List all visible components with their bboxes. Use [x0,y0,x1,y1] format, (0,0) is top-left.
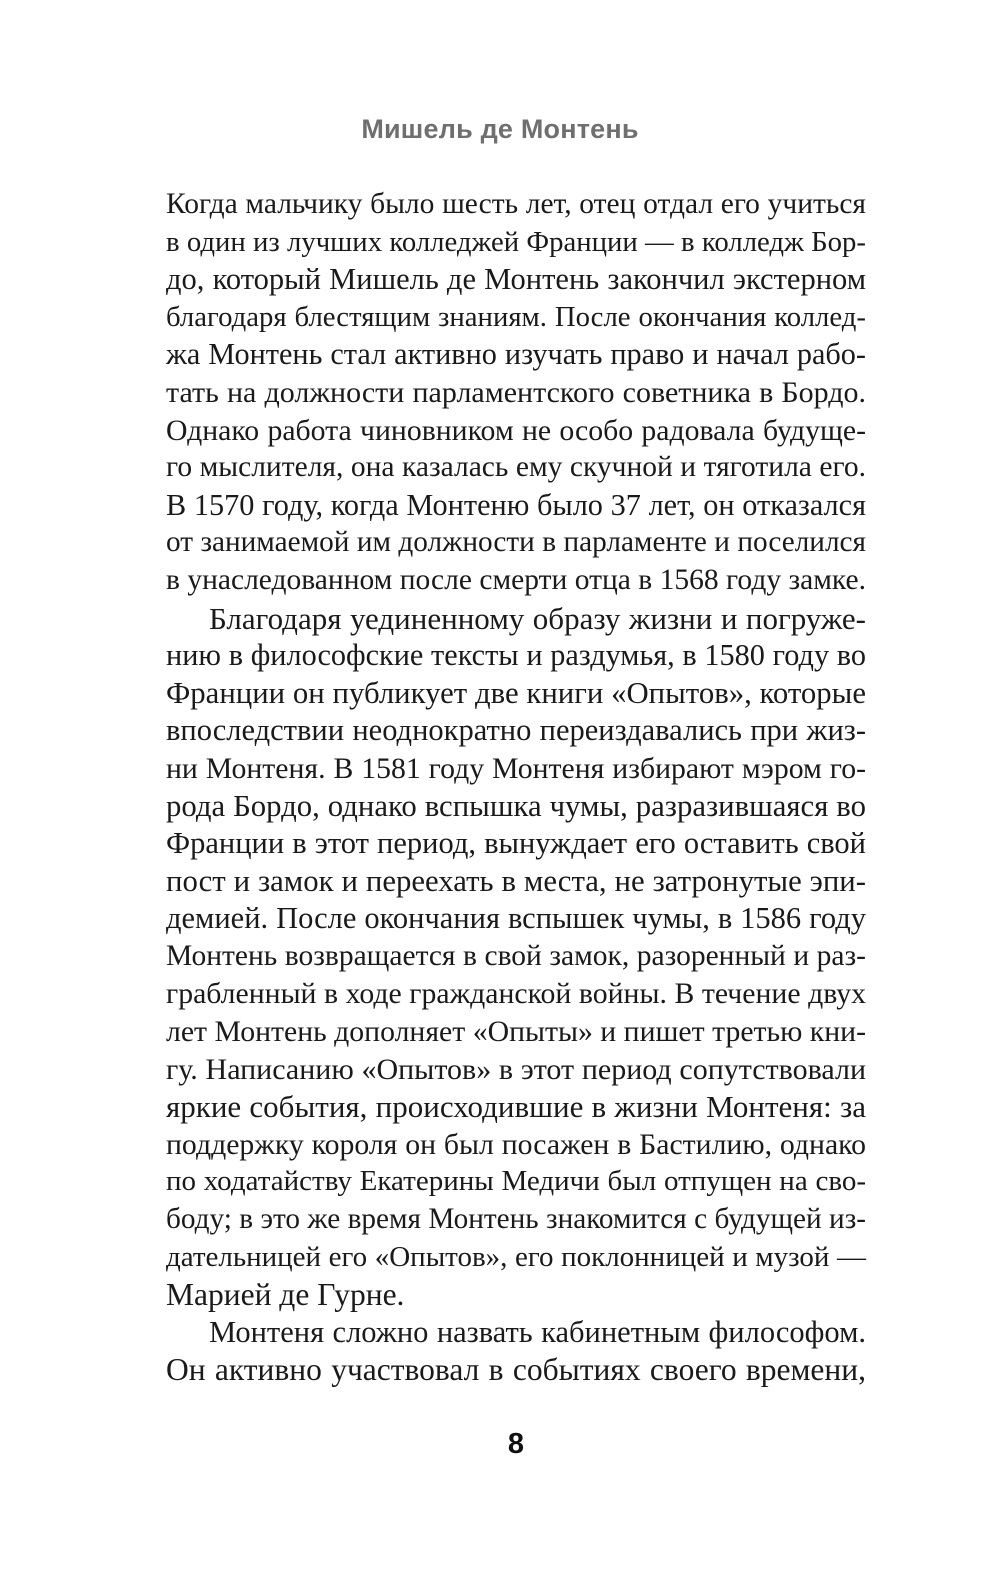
paragraph-1 [166,186,866,600]
text-line: Когда мальчику было шесть лет, отец отдал его учиться [166,188,866,220]
paragraph-3 [166,1314,866,1389]
text-line: боду; в это же время Монтень знакомится с будущей из- [166,1203,866,1236]
text-line: Марией де Гурне. [166,1277,405,1313]
text-line: поддержку короля он был посажен в Бастилию, однако [166,1127,866,1161]
text-line: В 1570 году, когда Монтеню было 37 лет, он отказался [166,487,866,522]
running-header: Мишель де Монтень [361,114,639,144]
text-line: Благодаря уединенному образу жизни и погруже- [209,600,866,636]
text-line: демией. После окончания вспышек чумы, в 1586 году [166,901,866,936]
text-line: благодаря блестящим знаниям. После окончания коллед- [166,300,866,333]
text-line: Он активно участвовал в событиях своего времени, [166,1352,866,1388]
text-line: Франции он публикует две книги «Опытов», которые [166,675,866,710]
text-line: от занимаемой им должности в парламенте и поселился [166,526,866,559]
text-line: ни Монтеня. В 1581 году Монтеня избирают мэром го- [166,751,866,785]
text-line: рода Бордо, однако вспышка чумы, разразившаяся во [166,788,866,823]
text-line: Монтень возвращается в свой замок, разоренный и раз- [166,939,866,972]
paragraph-2 [166,600,866,1314]
text-line: в один из лучших колледжей Франции — в колледж Бор- [166,225,866,258]
text-line: нию в философские тексты и раздумья, в 1580 году во [166,638,866,673]
text-line: лет Монтень дополняет «Опыты» и пишет третью кни- [166,1015,866,1049]
page-number: 8 [507,1428,525,1460]
text-line: Франции в этот период, вынуждает его оставить свой [166,826,866,861]
body-text [166,186,866,1389]
text-line: гу. Написанию «Опытов» в этот период сопутствовали [166,1052,866,1086]
text-line: дательницей его «Опытов», его поклонницей и музой — [166,1240,866,1273]
text-line: тать на должности парламентского советника в Бордо. [166,375,866,409]
text-line: Однако работа чиновником не особо радовала будуще- [166,413,866,447]
text-line: Монтеня сложно назвать кабинетным философом. [209,1314,866,1349]
text-line: в унаследованном после смерти отца в 1568 году замке. [166,563,866,596]
text-line: по ходатайству Екатерины Медичи был отпущен на сво- [166,1165,866,1198]
text-line: го мыслителя, она казалась ему скучной и тяготила его. [166,451,866,484]
text-line: до, который Мишель де Монтень закончил экстерном [166,262,866,297]
text-line: грабленный в ходе гражданской войны. В течение двух [166,977,866,1011]
text-line: пост и замок и переехать в места, не затронутые эпи- [166,863,866,898]
text-line: жа Монтень стал активно изучать право и начал рабо- [166,337,866,372]
text-line: яркие события, происходившие в жизни Монтеня: за [166,1089,866,1125]
text-line: впоследствии неоднократно переиздавались при жиз- [166,713,866,748]
